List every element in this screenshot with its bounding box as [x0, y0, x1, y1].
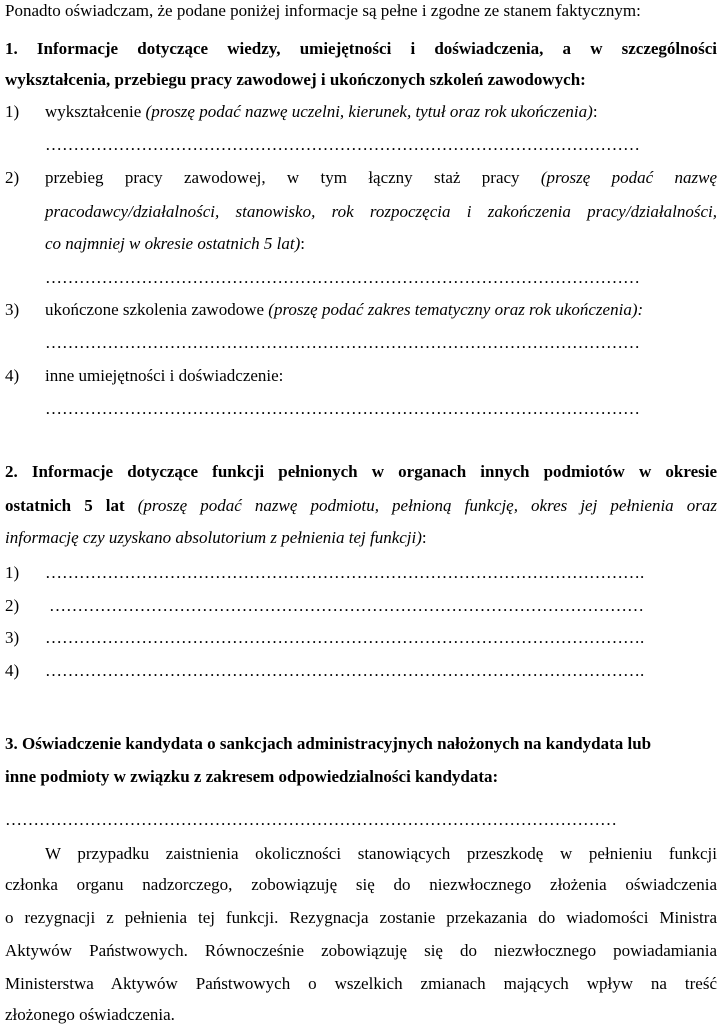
section2-item2-number: 2): [5, 596, 20, 615]
section2-item1-answer-field[interactable]: …………………………………………………………………………………………….: [45, 563, 645, 582]
section1-title-line1: 1. Informacje dotyczące wiedzy, umiejętności i doświadczenia, a w szczególności: [5, 39, 717, 58]
section1-item1-number: 1): [5, 102, 20, 121]
section1-item1-text: [45, 96, 598, 128]
section1-item2-answer-field[interactable]: ……………………………………………………………………………………………: [45, 268, 640, 287]
section1-item3-text: [45, 294, 643, 326]
section1-item4-text: inne umiejętności i doświadczenie:: [45, 366, 284, 385]
item3-hint: (proszę podać zakres tematyczny oraz rok ukończenia):: [268, 300, 644, 319]
section2-item3-answer-field[interactable]: …………………………………………………………………………………………….: [45, 628, 645, 647]
paragraph-line4: Aktywów Państwowych. Równocześnie zobowiązuję się do niezwłocznego powiadamiania: [5, 941, 717, 960]
section2-item2-answer-field[interactable]: ……………………………………………………………………………………………: [49, 596, 644, 615]
paragraph-line2: członka organu nadzorczego, zobowiązuję się do niezwłocznego złożenia oświadczenia: [5, 875, 717, 894]
intro-text: Ponadto oświadczam, że podane poniżej informacje są pełne i zgodne ze stanem faktycznym:: [5, 1, 641, 20]
section2-title-hint-line3: informację czy uzyskano absolutorium z pełnienia tej funkcji): [5, 528, 422, 547]
section2-item4-answer-field[interactable]: …………………………………………………………………………………………….: [45, 661, 645, 680]
section2-item3-number: 3): [5, 628, 20, 647]
section2-title-tail: :: [421, 528, 427, 547]
item2-label: przebieg pracy zawodowej, w tym łączny staż pracy: [45, 168, 541, 187]
section2-item1-number: 1): [5, 563, 20, 582]
section1-title-line2: wykształcenia, przebiegu pracy zawodowej i ukończonych szkoleń zawodowych:: [5, 70, 586, 89]
section1-item3-number: 3): [5, 300, 20, 319]
section2-title-line2: [5, 490, 717, 522]
section3-answer-field[interactable]: ………………………………………………………………………………………………: [5, 810, 617, 829]
item1-label: wykształcenie: [45, 102, 146, 121]
section1-item2-text-line2: pracodawcy/działalności, stanowisko, rok rozpoczęcia i zakończenia pracy/działalności,: [45, 202, 717, 221]
section1-item4-answer-field[interactable]: ……………………………………………………………………………………………: [45, 399, 640, 418]
item2-hint-line3: co najmniej w okresie ostatnich 5 lat): [45, 234, 301, 253]
paragraph-line1: W przypadku zaistnienia okoliczności stanowiących przeszkodę w pełnieniu funkcji: [45, 844, 717, 863]
paragraph-line6: złożonego oświadczenia.: [5, 1005, 175, 1024]
section1-item4-number: 4): [5, 366, 20, 385]
section3-title-line1: 3. Oświadczenie kandydata o sankcjach administracyjnych nałożonych na kandydata lub: [5, 734, 652, 753]
section1-item1-answer-field[interactable]: ……………………………………………………………………………………………: [45, 135, 640, 154]
item2-hint: (proszę podać nazwę: [540, 168, 718, 187]
section1-item2-number: 2): [5, 168, 20, 187]
item2-tail: :: [300, 234, 306, 253]
section2-title-hint: (proszę podać nazwę podmiotu, pełnioną funkcję, okres jej pełnienia oraz: [137, 496, 717, 515]
section1-item2-text-line3: [45, 228, 305, 260]
item1-hint: (proszę podać nazwę uczelni, kierunek, tytuł oraz rok ukończenia): [145, 102, 593, 121]
section3-title-line2: inne podmioty w związku z zakresem odpowiedzialności kandydata:: [5, 767, 499, 786]
section2-title-bold: ostatnich 5 lat: [5, 496, 138, 515]
item1-tail: :: [592, 102, 598, 121]
section2-title-line1: 2. Informacje dotyczące funkcji pełnionych w organach innych podmiotów w okresie: [5, 462, 717, 481]
section2-title-line3: [5, 522, 427, 554]
section1-item3-answer-field[interactable]: ……………………………………………………………………………………………: [45, 333, 640, 352]
item3-label: ukończone szkolenia zawodowe: [45, 300, 269, 319]
section1-item2-text-line1: [45, 162, 717, 194]
section2-item4-number: 4): [5, 661, 20, 680]
paragraph-line5: Ministerstwa Aktywów Państwowych o wszelkich zmianach mających wpływ na treść: [5, 974, 717, 993]
paragraph-line3: o rezygnacji z pełnienia tej funkcji. Rezygnacja zostanie przekazania do wiadomości Ministra: [5, 908, 717, 927]
